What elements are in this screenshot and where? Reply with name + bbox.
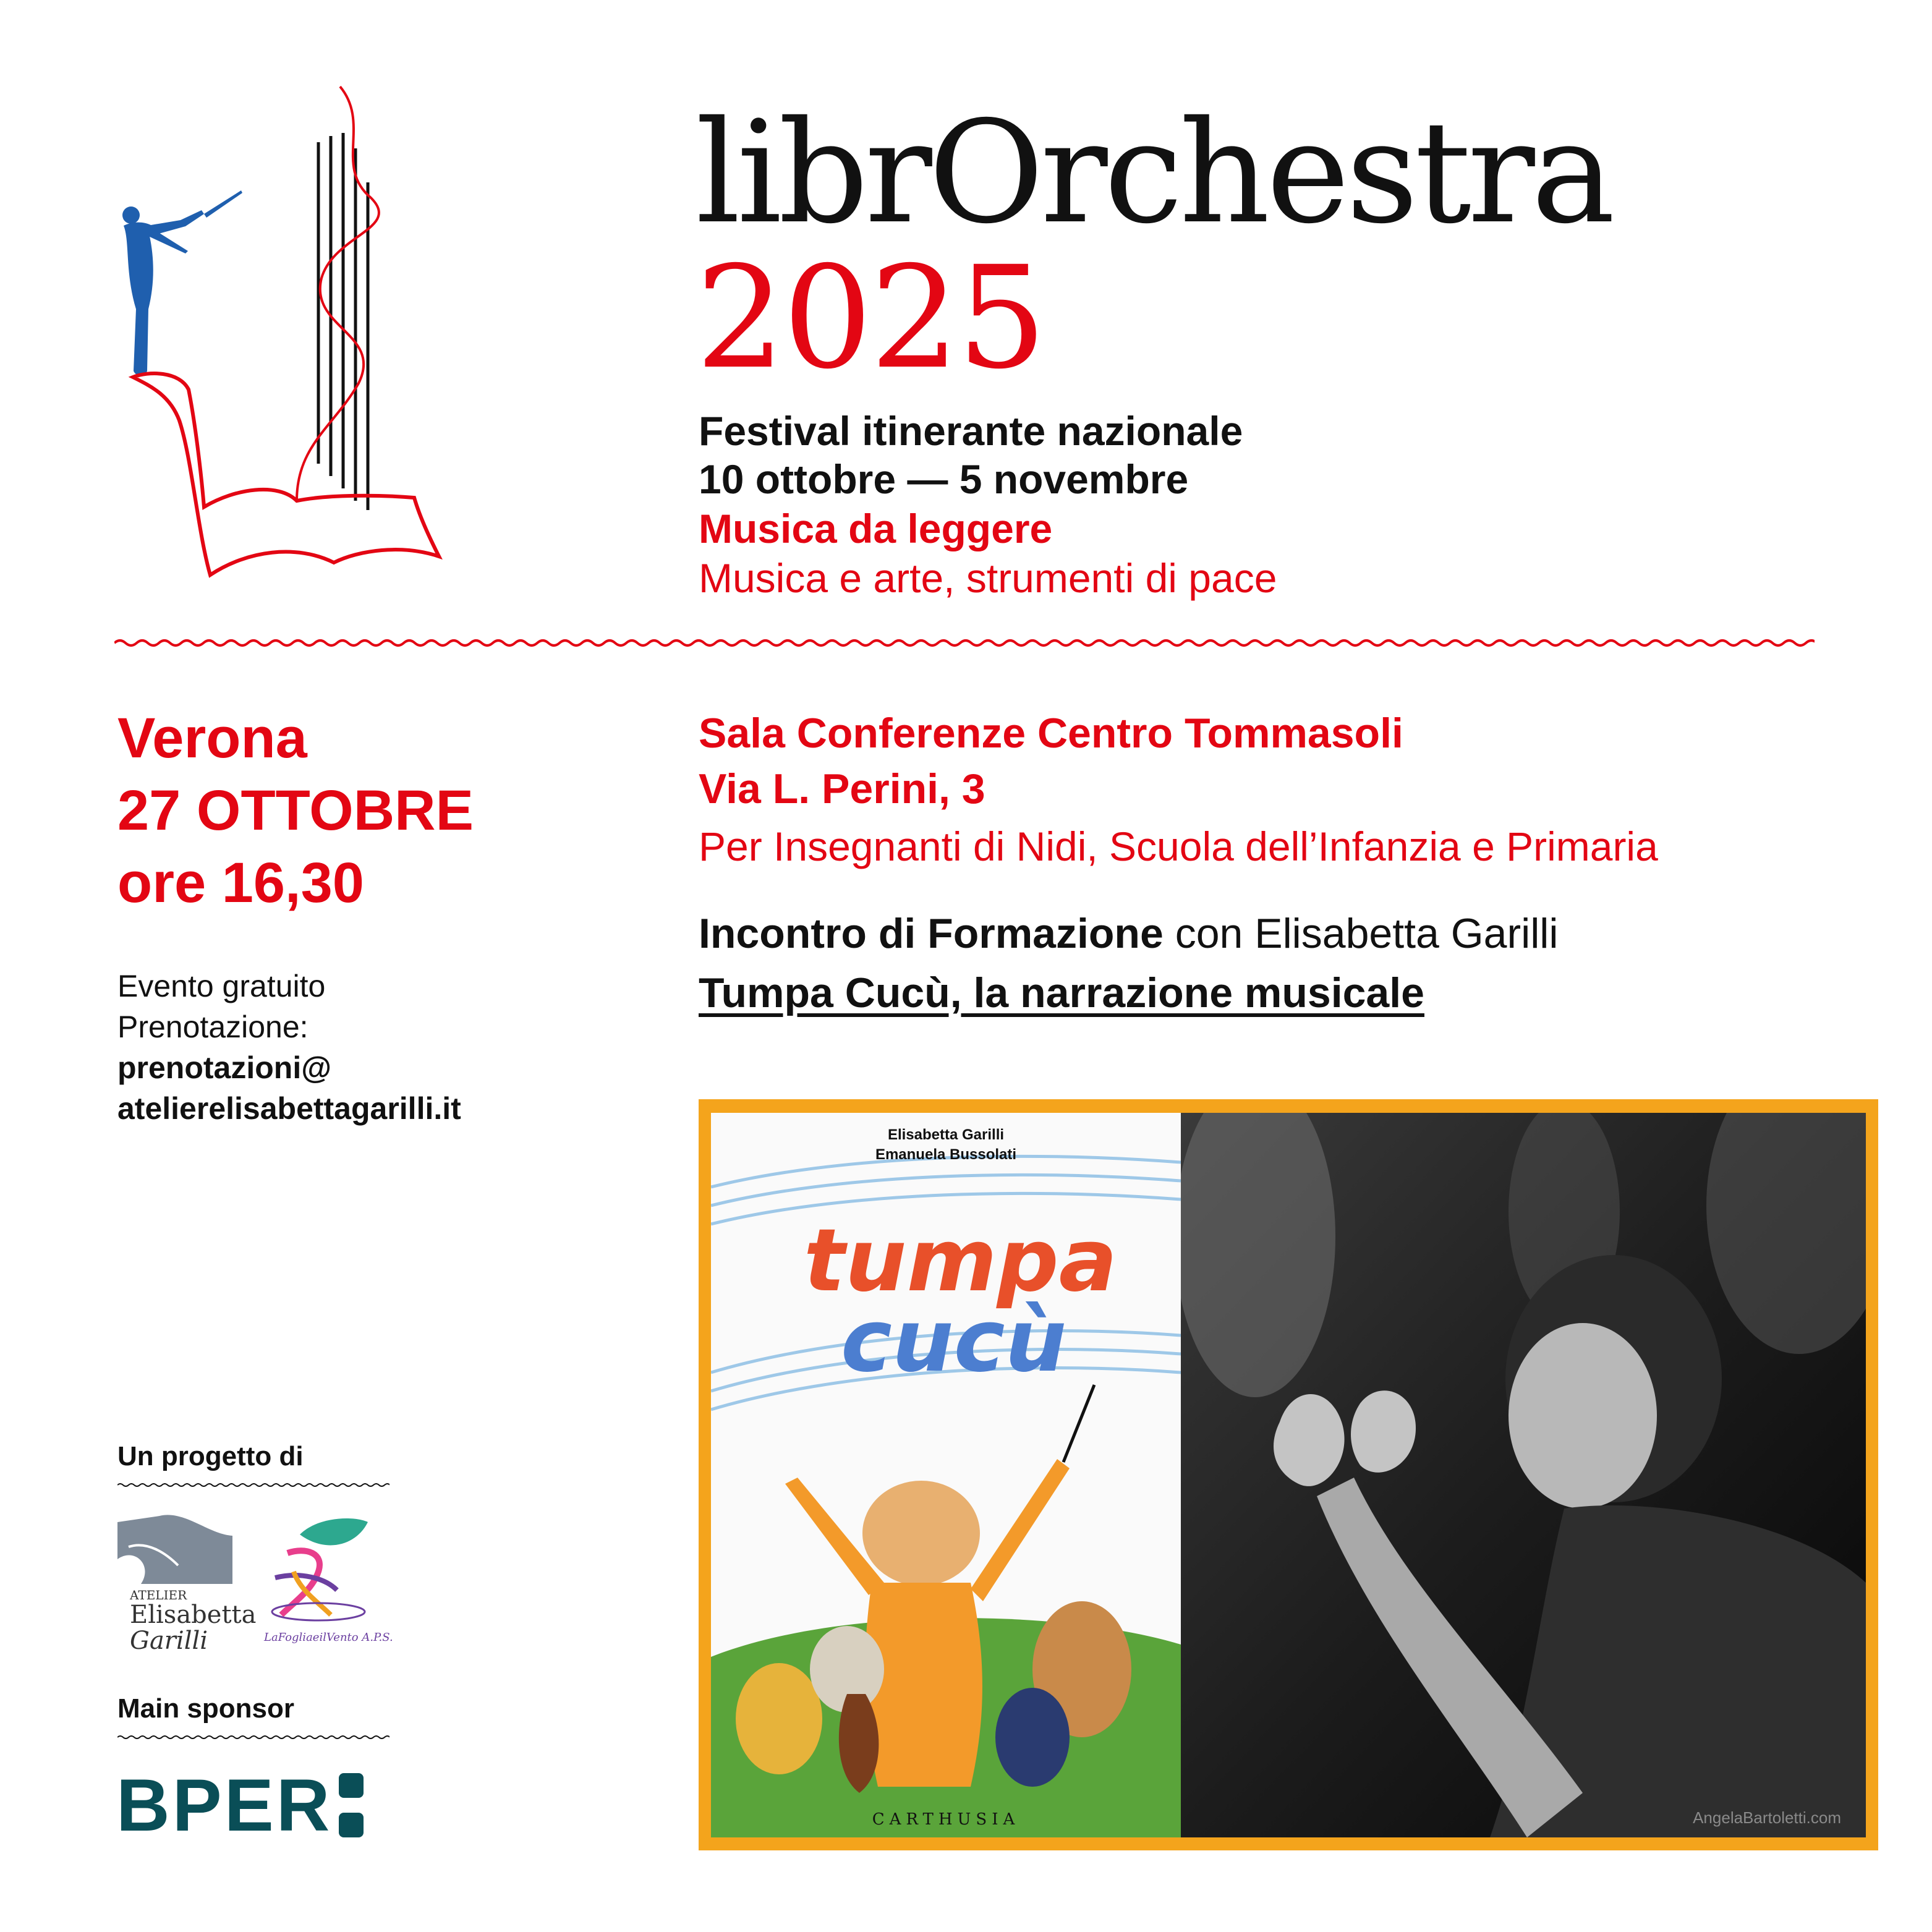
atelier-logo [116,1510,257,1655]
penguin-icon [995,1688,1070,1787]
photo-credit: AngelaBartoletti.com [1693,1808,1841,1827]
festival-tagline: Musica e arte, strumenti di pace [699,555,1277,601]
event-time: ore 16,30 [117,851,364,914]
strings [318,133,368,510]
atelier-name-2: Garilli [130,1627,208,1655]
meeting-topic: Tumpa Cucù, la narrazione musicale [699,969,1424,1016]
bper-dots-icon [339,1773,366,1841]
book-publisher: CARTHUSIA [872,1810,1020,1829]
book-author-2: Emanuela Bussolati [875,1146,1017,1163]
festival-dates: 10 ottobre — 5 novembre [699,456,1189,502]
project-label: Un progetto di [117,1441,304,1471]
festival-logo [111,74,457,581]
event-free: Evento gratuito [117,969,326,1003]
book-title-2: cucù [841,1291,1067,1392]
festival-year: 2025 [696,236,1045,400]
festival-theme: Musica da leggere [699,506,1053,551]
atelier-name-1: Elisabetta [130,1601,257,1629]
festival-subtitle: Festival itinerante nazionale [699,408,1243,454]
main-sponsor-label: Main sponsor [117,1693,295,1724]
foglia-logo [263,1510,393,1652]
foglia-name: LaFogliaeilVento A.P.S. [264,1631,393,1644]
bper-logo [116,1764,333,1847]
booking-label: Prenotazione: [117,1010,309,1044]
red-book [133,373,439,575]
booking-email-2[interactable]: atelierelisabettagarilli.it [117,1091,461,1126]
venue-audience: Per Insegnanti di Nidi, Scuola dell’Infanzia e Primaria [699,823,1658,869]
sponsor-divider [117,1732,389,1742]
portrait-photo [1181,1113,1866,1837]
venue-address: Via L. Perini, 3 [699,765,985,812]
book-cover [711,1113,1181,1837]
portrait-art [1181,1113,1866,1837]
meeting-bold: Incontro di Formazione [699,910,1164,957]
cat-icon [736,1663,822,1774]
project-divider [117,1480,389,1490]
book-title-1: tumpa [804,1211,1118,1311]
event-date: 27 OTTOBRE [117,779,474,842]
conductor-figure [122,190,242,376]
book-author-1: Elisabetta Garilli [887,1126,1005,1143]
leaf-dancer-icon [263,1510,374,1627]
atelier-small: ATELIER [130,1588,187,1602]
bper-text: BPER [116,1764,333,1847]
wavy-divider [114,634,1815,652]
meeting-line [699,910,1559,957]
booking-email-1[interactable]: prenotazioni@ [117,1050,331,1085]
event-city: Verona [117,707,307,770]
meeting-rest: con Elisabetta Garilli [1163,910,1559,957]
festival-title: librOrchestra [696,90,1612,255]
atelier-mark-icon [116,1510,234,1584]
venue-name: Sala Conferenze Centro Tommasoli [699,710,1403,757]
